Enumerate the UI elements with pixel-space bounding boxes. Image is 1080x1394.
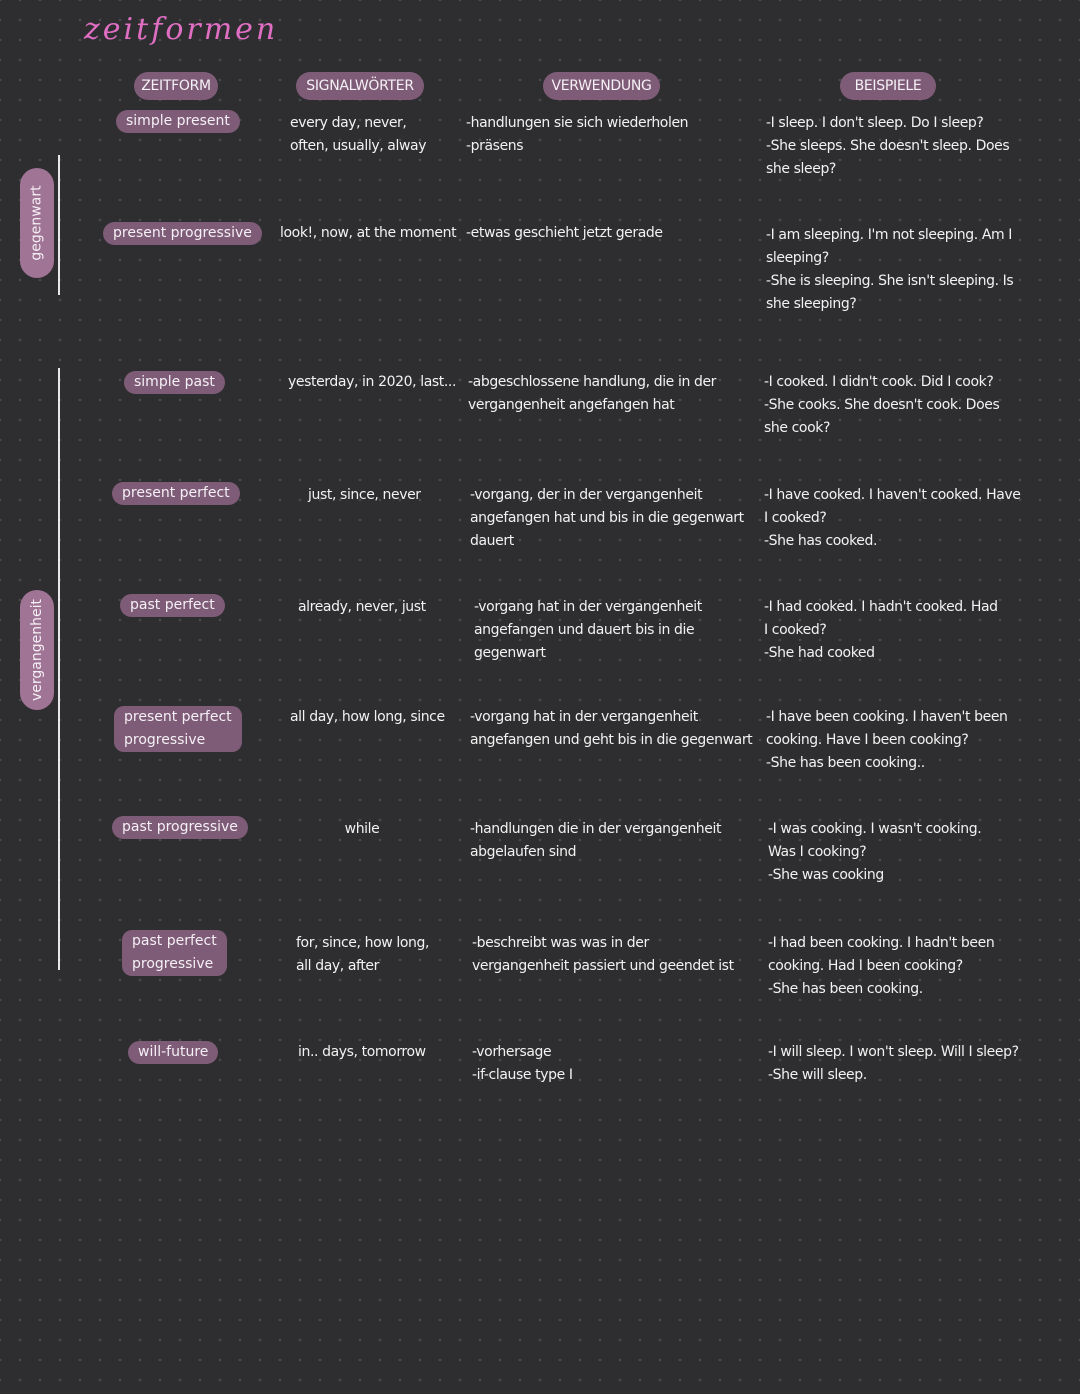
signal-line: often, usually, alway <box>290 138 427 154</box>
example-cell <box>766 224 1013 316</box>
signal-line: already, never, just <box>298 599 426 615</box>
usage-line: vergangenheit angefangen hat <box>468 397 675 413</box>
group-line-past <box>58 368 60 970</box>
usage-line: -vorgang hat in der vergangenheit <box>474 599 702 615</box>
example-line: -She was cooking <box>768 867 884 883</box>
example-line: cooking. Had I been cooking? <box>768 958 963 974</box>
usage-line: -präsens <box>466 138 524 154</box>
example-cell <box>768 932 994 1001</box>
usage-line: -handlungen die in der vergangenheit <box>470 821 722 837</box>
signal-cell <box>300 818 424 841</box>
usage-line: dauert <box>470 533 514 549</box>
example-line: -She has been cooking. <box>768 981 923 997</box>
group-line-present <box>58 155 60 295</box>
example-line: -She is sleeping. She isn't sleeping. Is <box>766 273 1014 289</box>
signal-cell <box>280 222 456 245</box>
tense-text: present perfect <box>124 709 232 725</box>
example-line: -She has cooked. <box>764 533 878 549</box>
example-cell <box>764 371 999 440</box>
tense-text: past progressive <box>122 819 238 835</box>
signal-cell <box>290 112 426 158</box>
example-line: she cook? <box>764 420 830 436</box>
example-line: -She cooks. She doesn't cook. Does <box>764 397 1000 413</box>
tense-text: simple present <box>126 113 230 129</box>
usage-cell <box>466 222 663 245</box>
example-line: -I had been cooking. I hadn't been <box>768 935 995 951</box>
signal-cell <box>298 1041 426 1064</box>
example-line: -I will sleep. I won't sleep. Will I sleep? <box>768 1044 1019 1060</box>
signal-line: all day, how long, since <box>290 709 445 725</box>
signal-cell <box>296 932 429 978</box>
tense-pill <box>122 930 227 976</box>
usage-line: vergangenheit passiert und geendet ist <box>472 958 734 974</box>
example-line: I cooked? <box>764 510 827 526</box>
example-line: -I cooked. I didn't cook. Did I cook? <box>764 374 994 390</box>
usage-cell <box>474 596 702 665</box>
tense-pill <box>116 110 240 133</box>
tense-text: past perfect <box>130 597 215 613</box>
usage-line: -vorhersage <box>472 1044 552 1060</box>
tense-text: progressive <box>124 732 206 748</box>
usage-line: -beschreibt was was in der <box>472 935 649 951</box>
group-label-present <box>20 168 54 278</box>
example-cell <box>764 484 1021 553</box>
group-label-past <box>20 590 54 710</box>
example-line: -I am sleeping. I'm not sleeping. Am I <box>766 227 1013 243</box>
usage-line: angefangen und dauert bis in die <box>474 622 695 638</box>
example-line: -I have been cooking. I haven't been <box>766 709 1008 725</box>
signal-cell <box>288 371 456 394</box>
usage-line: -etwas geschieht jetzt gerade <box>466 225 663 241</box>
example-line: -She sleeps. She doesn't sleep. Does <box>766 138 1010 154</box>
tense-text: simple past <box>134 374 215 390</box>
example-cell <box>768 818 981 887</box>
signal-line: just, since, never <box>308 487 421 503</box>
example-line: sleeping? <box>766 250 829 266</box>
usage-cell <box>472 1041 573 1087</box>
tense-pill <box>120 594 225 617</box>
tense-text: present perfect <box>122 485 230 501</box>
tense-text: past perfect <box>132 933 217 949</box>
page-title: zeitformen <box>84 12 279 47</box>
tense-text: progressive <box>132 956 214 972</box>
usage-cell <box>468 371 716 417</box>
usage-line: angefangen hat und bis in die gegenwart <box>470 510 744 526</box>
tense-pill <box>124 371 225 394</box>
usage-cell <box>470 818 721 864</box>
example-line: she sleeping? <box>766 296 857 312</box>
usage-line: -vorgang, der in der vergangenheit <box>470 487 703 503</box>
signal-cell <box>308 484 421 507</box>
example-cell <box>766 706 1008 775</box>
example-line: -I sleep. I don't sleep. Do I sleep? <box>766 115 984 131</box>
example-cell <box>764 596 998 665</box>
example-line: Was I cooking? <box>768 844 867 860</box>
usage-line: abgelaufen sind <box>470 844 577 860</box>
signal-line: for, since, how long, <box>296 935 430 951</box>
tense-text: present progressive <box>113 225 252 241</box>
usage-line: -handlungen sie sich wiederholen <box>466 115 689 131</box>
example-line: I cooked? <box>764 622 827 638</box>
signal-line: in.. days, tomorrow <box>298 1044 426 1060</box>
header-examples: BEISPIELE <box>840 72 936 100</box>
example-line: -I have cooked. I haven't cooked. Have <box>764 487 1021 503</box>
group-label-past-text: vergangenheit <box>29 599 45 701</box>
usage-cell <box>466 112 688 158</box>
signal-line: every day, never, <box>290 115 407 131</box>
usage-cell <box>470 484 744 553</box>
signal-line: while <box>344 821 380 837</box>
example-line: cooking. Have I been cooking? <box>766 732 969 748</box>
example-cell <box>768 1041 1019 1087</box>
tense-pill <box>128 1041 218 1064</box>
tense-pill <box>112 816 248 839</box>
signal-cell <box>290 706 445 729</box>
example-line: she sleep? <box>766 161 836 177</box>
tense-pill <box>103 222 262 245</box>
header-usage: VERWENDUNG <box>543 72 660 100</box>
example-cell <box>766 112 1009 181</box>
signal-line: yesterday, in 2020, last... <box>288 374 457 390</box>
group-label-present-text: gegenwart <box>29 185 45 261</box>
usage-line: -vorgang hat in der vergangenheit <box>470 709 698 725</box>
tense-pill <box>114 706 242 752</box>
usage-cell <box>470 706 752 752</box>
usage-line: angefangen und geht bis in die gegenwart <box>470 732 753 748</box>
example-line: -I was cooking. I wasn't cooking. <box>768 821 982 837</box>
signal-cell <box>298 596 426 619</box>
example-line: -She has been cooking.. <box>766 755 925 771</box>
usage-line: -abgeschlossene handlung, die in der <box>468 374 717 390</box>
usage-cell <box>472 932 734 978</box>
tense-text: will-future <box>138 1044 209 1060</box>
example-line: -She had cooked <box>764 645 875 661</box>
usage-line: -if-clause type I <box>472 1067 573 1083</box>
header-tense: ZEITFORM <box>134 72 218 100</box>
example-line: -She will sleep. <box>768 1067 867 1083</box>
usage-line: gegenwart <box>474 645 546 661</box>
signal-line: look!, now, at the moment <box>280 225 457 241</box>
tense-pill <box>112 482 240 505</box>
header-signals: SIGNALWÖRTER <box>296 72 424 100</box>
signal-line: all day, after <box>296 958 379 974</box>
example-line: -I had cooked. I hadn't cooked. Had <box>764 599 998 615</box>
